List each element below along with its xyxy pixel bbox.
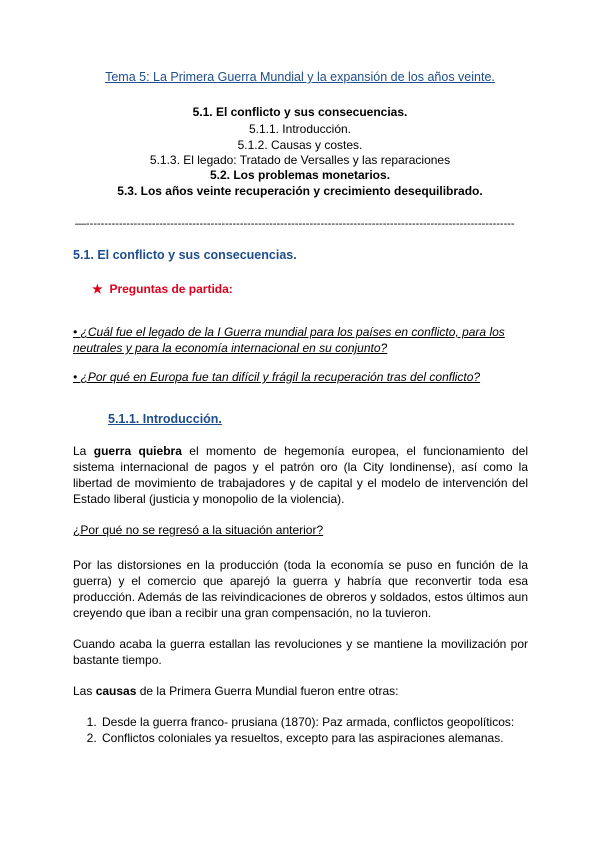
toc-item-5-2: 5.2. Los problemas monetarios. xyxy=(209,168,391,182)
toc-item-5-1-3: 5.1.3. El legado: Tratado de Versalles y las reparaciones xyxy=(149,153,451,167)
paragraph-distortions: Por las distorsiones en la producción (toda la economía se puso en función de la guerra) y el comercio que aparejó la guerra y habría que reconvertir toda esa producción. Además de las reivindicaciones de obreros y soldados, estos últimos aun creyendo que iban a recibir una gran compensación, no la tuvieron. xyxy=(73,558,528,620)
list-item: 2. Conflictos coloniales ya resueltos, excepto para las aspiraciones alemanas. xyxy=(100,730,560,746)
subsection-heading: 5.1.1. Introducción. xyxy=(108,412,222,426)
toc-item-5-3: 5.3. Los años veinte recuperación y crecimiento desequilibrado. xyxy=(117,184,483,198)
question-2: • ¿Por qué en Europa fue tan difícil y frágil la recuperación tras del conflicto? xyxy=(73,370,481,384)
paragraph-revolutions: Cuando acaba la guerra estallan las revoluciones y se mantiene la movilización por bastante tiempo. xyxy=(73,637,528,667)
question-1: • ¿Cuál fue el legado de la I Guerra mundial para los países en conflicto, para los neutrales y para la economía internacional en su conjunto? xyxy=(73,325,505,355)
toc-item-5-1: 5.1. El conflicto y sus consecuencias. xyxy=(192,105,408,119)
emphasis-war-breaks: guerra quiebra xyxy=(93,444,182,458)
emphasis-causes: causas xyxy=(95,684,137,698)
separator-line: —--------------------------------------------------------------------------------------------------------------------- xyxy=(75,218,515,230)
star-icon: ★ xyxy=(92,282,103,296)
causes-intro: Las causas de la Primera Guerra Mundial fueron entre otras: xyxy=(73,684,399,698)
toc-item-5-1-1: 5.1.1. Introducción. xyxy=(248,122,352,136)
section-heading: 5.1. El conflicto y sus consecuencias. xyxy=(73,248,297,262)
causes-list xyxy=(70,714,560,746)
list-item: 1. Desde la guerra franco- prusiana (1870): Paz armada, conflictos geopolíticos: xyxy=(100,714,560,730)
document-title: Tema 5: La Primera Guerra Mundial y la expansión de los años veinte. xyxy=(105,70,495,84)
starting-questions-label: Preguntas de partida: xyxy=(109,282,233,296)
starting-questions-heading xyxy=(92,282,233,296)
question-why-not-return: ¿Por qué no se regresó a la situación anterior? xyxy=(73,523,324,537)
paragraph-intro: La guerra quiebra el momento de hegemonía europea, el funcionamiento del sistema internacional de pagos y el patrón oro (la City londinense), así como la libertad de movimiento de trabajadores y de capital y el modelo de intervención del Estado liberal (justicia y monopolio de la violencia). xyxy=(73,444,529,506)
toc-item-5-1-2: 5.1.2. Causas y costes. xyxy=(237,138,363,152)
